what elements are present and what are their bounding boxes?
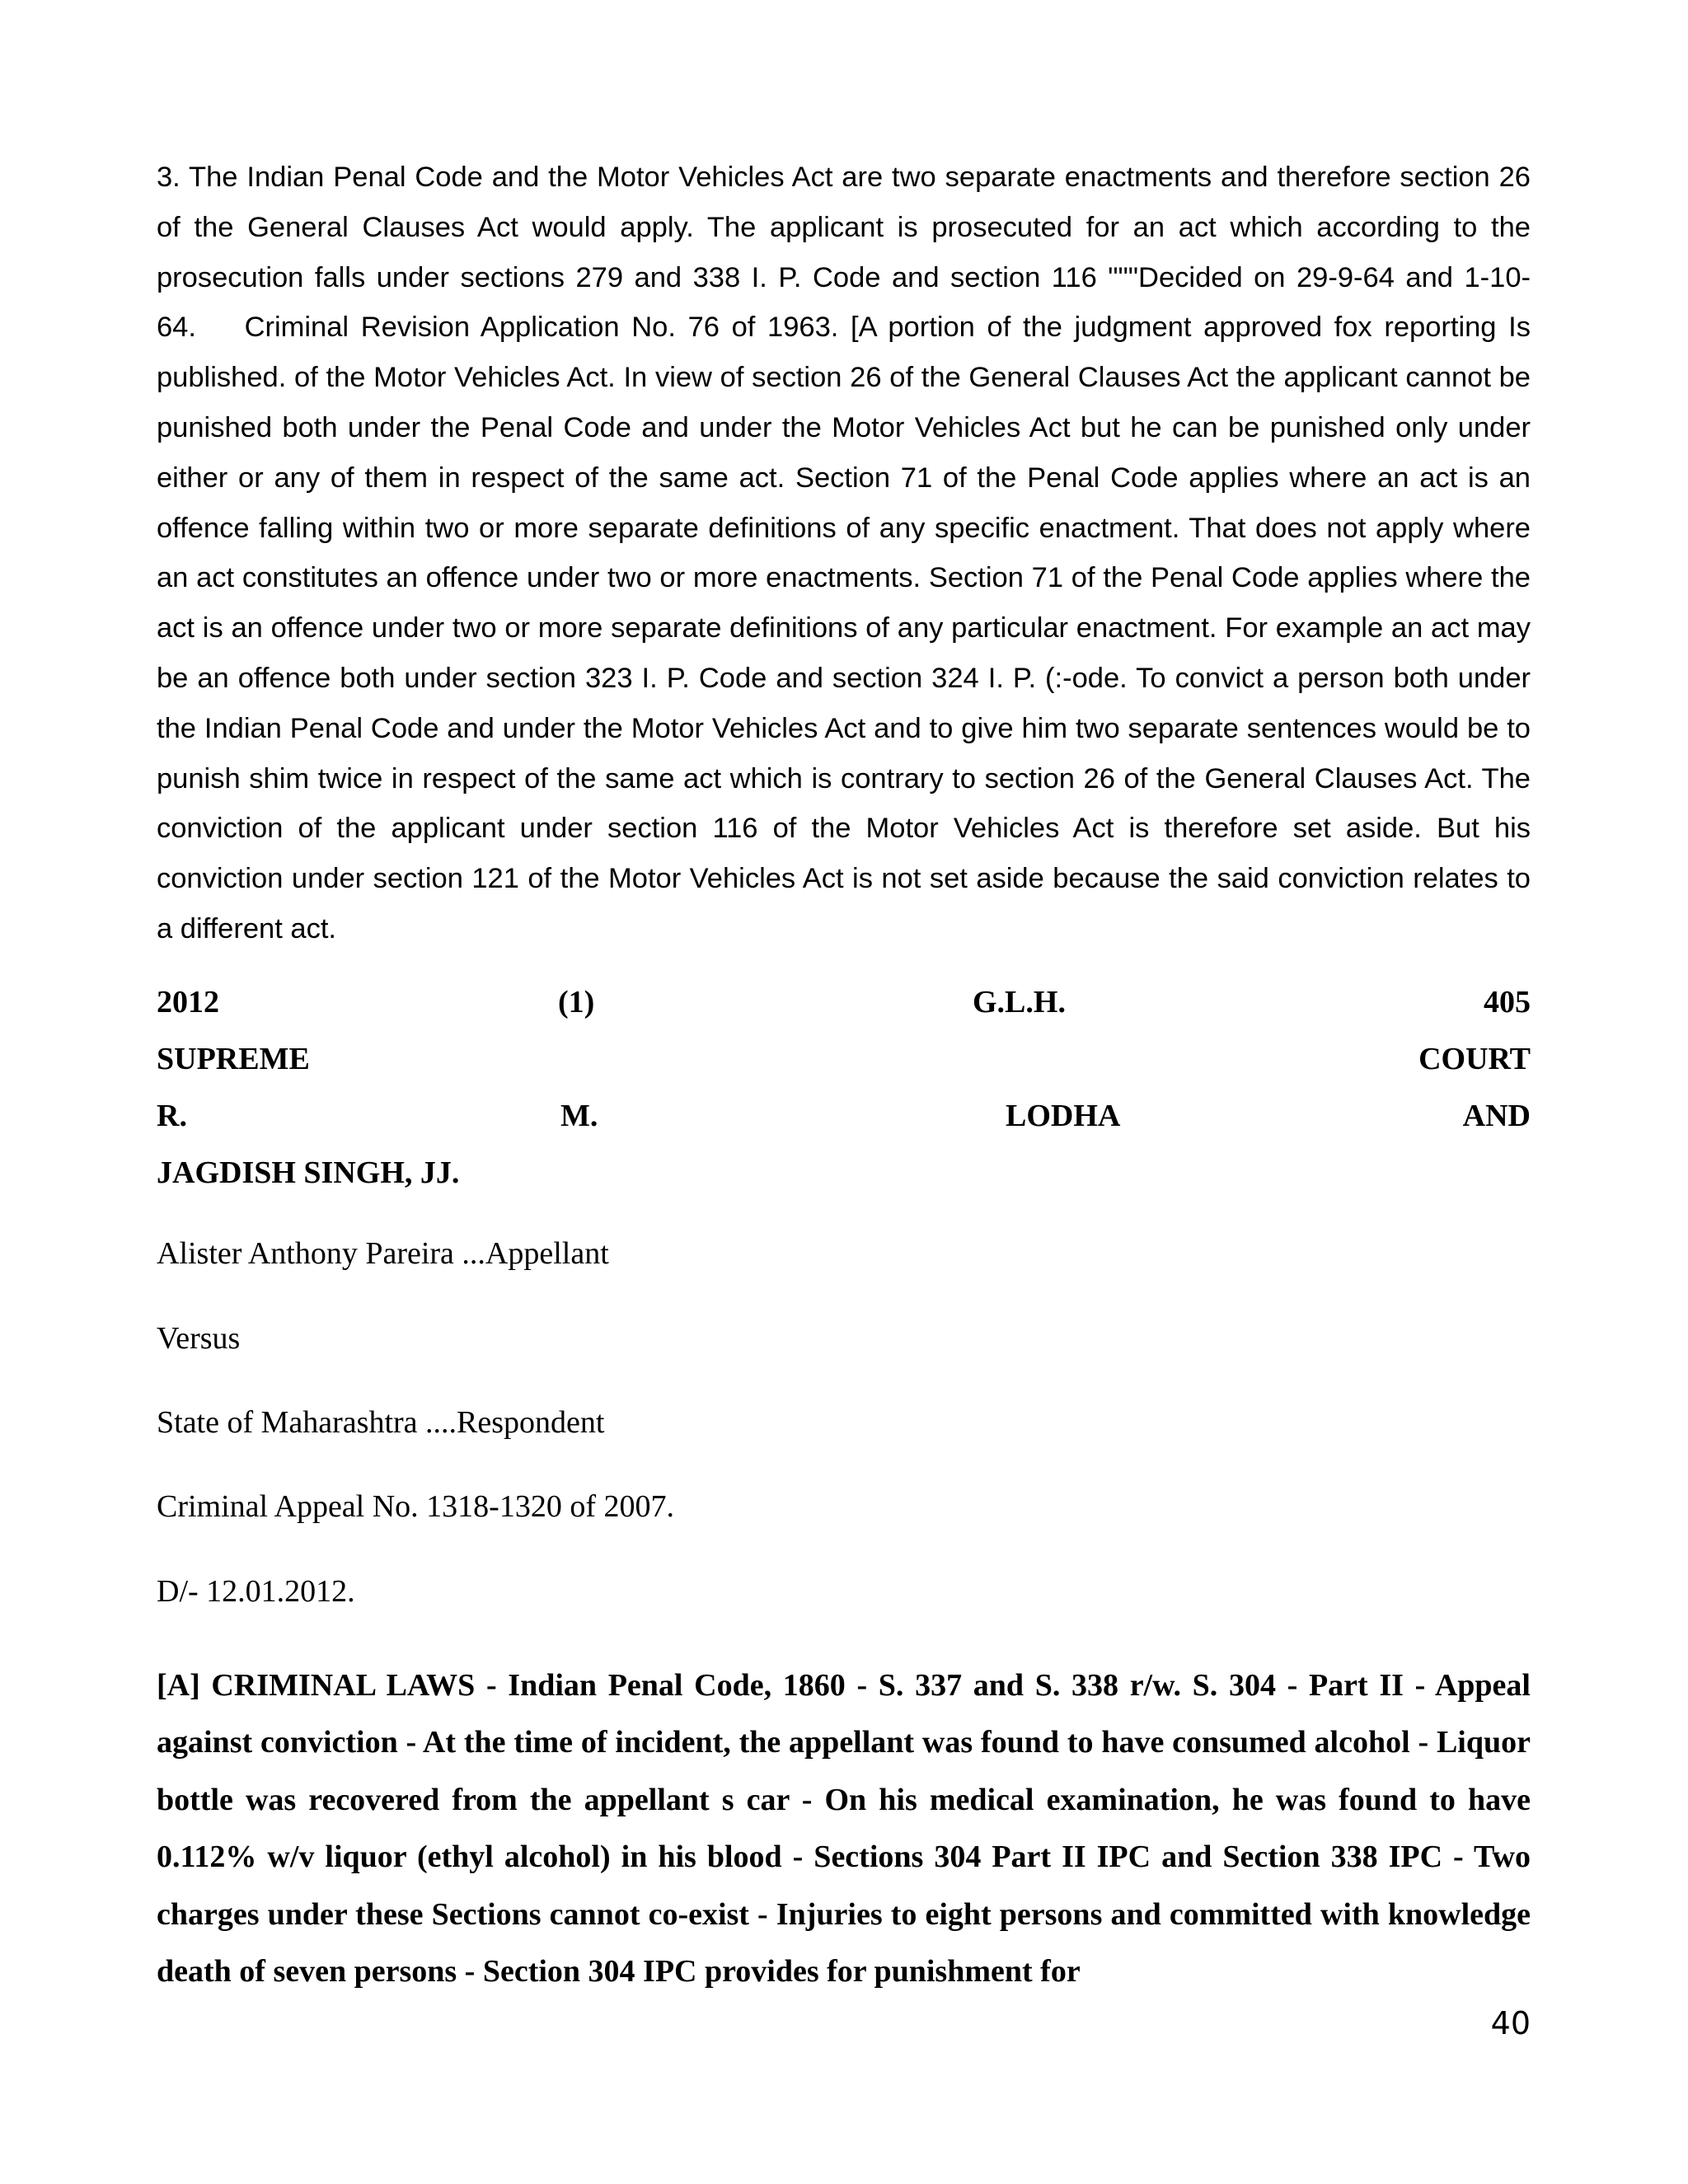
judge-word-2: M. xyxy=(560,1099,598,1133)
citation-page: 405 xyxy=(1484,985,1531,1019)
respondent-line: State of Maharashtra ....Respondent xyxy=(157,1405,605,1440)
citation-row-judges-last xyxy=(157,1145,1531,1202)
citation-block xyxy=(157,974,1531,1202)
judge-word-1: R. xyxy=(157,1099,187,1133)
headnote-paragraph: [A] CRIMINAL LAWS - Indian Penal Code, 1860 - S. 337 and S. 338 r/w. S. 304 - Part II - Appeal against conviction - At the time of incident, the appellant was found to have consumed alcohol - Liquor bottle was recovered from the appellant s car - On his medical examination, he was found to have 0.112% w/v liquor (ethyl alcohol) in his blood - Sections 304 Part II IPC and Section 338 IPC - Two charges under these Sections cannot co-exist - Injuries to eight persons and committed with knowledge death of seven persons - Section 304 IPC provides for punishment for xyxy=(157,1668,1531,1990)
citation-row-court xyxy=(157,1031,1531,1088)
citation-row-reporter xyxy=(157,974,1531,1031)
appellant-line: Alister Anthony Pareira ...Appellant xyxy=(157,1236,609,1271)
page-number: 40 xyxy=(1490,2005,1531,2041)
citation-reporter: G.L.H. xyxy=(973,985,1066,1019)
court-word-1: SUPREME xyxy=(157,1042,310,1076)
citation-row-judges xyxy=(157,1088,1531,1145)
judge-names-last: JAGDISH SINGH, JJ. xyxy=(157,1155,460,1190)
case-number: Criminal Appeal No. 1318-1320 of 2007. xyxy=(157,1489,674,1524)
judge-word-4: AND xyxy=(1462,1099,1531,1133)
body-paragraph: 3. The Indian Penal Code and the Motor Vehicles Act are two separate enactments and therefore section 26 of the General Clauses Act would apply. The applicant is prosecuted for an act which according to the prosecution falls under sections 279 and 338 I. P. Code and section 116 """Decided on 29-9-64 and 1-10-64. Criminal Revision Application No. 76 of 1963. [A portion of the judgment approved fox reporting Is published. of the Motor Vehicles Act. In view of section 26 of the General Clauses Act the applicant cannot be punished both under the Penal Code and under the Motor Vehicles Act but he can be punished only under either or any of them in respect of the same act. Section 71 of the Penal Code applies where an act is an offence falling within two or more separate definitions of any specific enactment. That does not apply where an act constitutes an offence under two or more enactments. Section 71 of the Penal Code applies where the act is an offence under two or more separate definitions of any particular enactment. For example an act may be an offence both under section 323 I. P. Code and section 324 I. P. (:-ode. To convict a person both under the Indian Penal Code and under the Motor Vehicles Act and to give him two separate sentences would be to punish shim twice in respect of the same act which is contrary to section 26 of the General Clauses Act. The conviction of the applicant under section 116 of the Motor Vehicles Act is therefore set aside. But his conviction under section 121 of the Motor Vehicles Act is not set aside because the said conviction relates to a different act. xyxy=(157,162,1531,944)
judgment-date: D/- 12.01.2012. xyxy=(157,1574,355,1609)
versus-line: Versus xyxy=(157,1321,241,1356)
citation-volume: (1) xyxy=(558,985,595,1019)
citation-year: 2012 xyxy=(157,985,219,1019)
judge-word-3: LODHA xyxy=(1006,1099,1121,1133)
court-word-2: COURT xyxy=(1418,1042,1531,1076)
